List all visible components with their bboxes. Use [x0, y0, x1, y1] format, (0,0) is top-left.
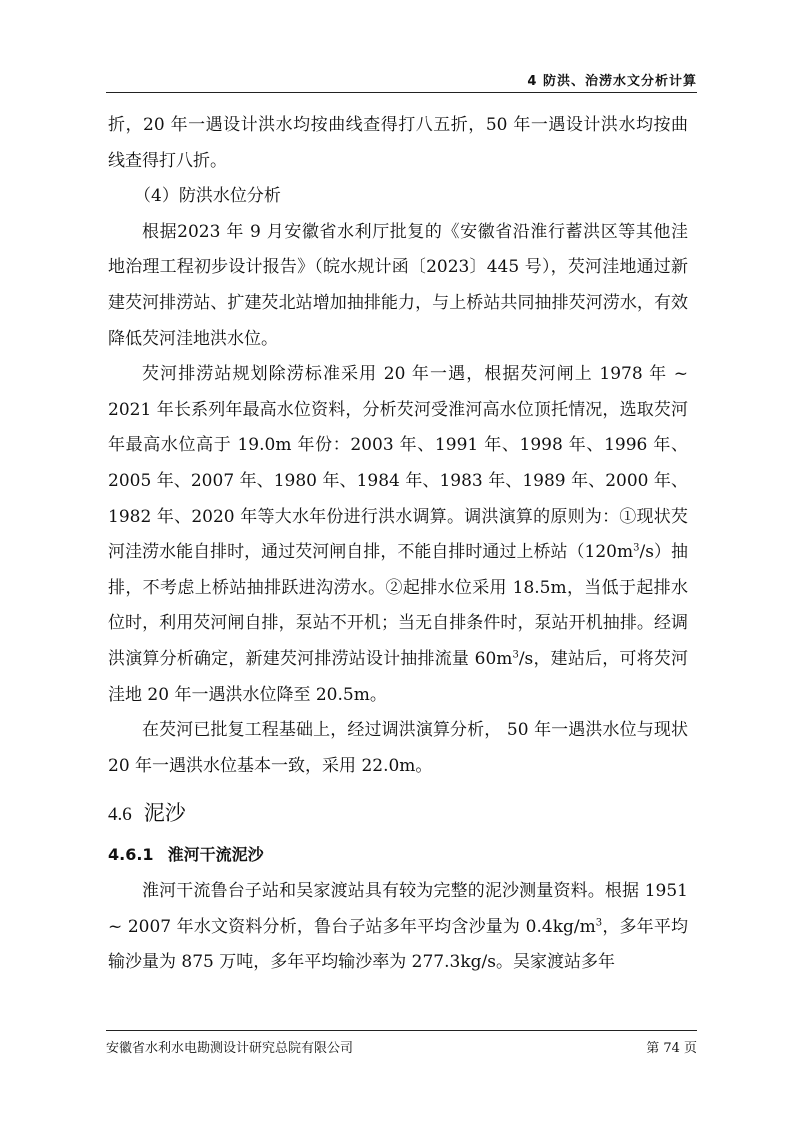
paragraph-continuation: 折，20 年一遇设计洪水均按曲线查得打八五折，50 年一遇设计洪水均按曲线查得打八折。 [108, 115, 688, 171]
header-chapter-title: 4 防洪、治涝水文分析计算 [527, 74, 697, 89]
page-header [106, 70, 697, 93]
subsection-number: 4.6.1 [108, 845, 154, 865]
paragraph-approval: 根据2023 年 9 月安徽省水利厅批复的《安徽省沿淮行蓄洪区等其他洼地治理工程初步设计报告》（皖水规计函〔2023〕445 号），芡河洼地通过新建芡河排涝站、扩建芡北站增加抽排能力，与上桥站共同抽排芡河涝水，有效降低芡河洼地洪水位。 [108, 221, 688, 349]
section-heading [108, 798, 688, 830]
subsection-title: 淮河干流泥沙 [167, 845, 264, 865]
page-footer [106, 1030, 697, 1061]
paragraph-sediment: 淮河干流鲁台子站和吴家渡站具有较为完整的泥沙测量资料。根据 1951 ~ 2007 年水文资料分析，鲁台子站多年平均含沙量为 $0.4kg/m^3$，多年平均输沙量为 875 万吨，多年平均输沙率为 277.3kg/s。吴家渡站多年 [108, 881, 689, 973]
footer-page-number: 第 74 页 [646, 1041, 697, 1056]
page-body [108, 108, 688, 981]
subheading-flood-level-analysis: （4）防洪水位分析 [134, 186, 281, 207]
paragraph-50yr-level: 在芡河已批复工程基础上，经过调洪演算分析， 50 年一遇洪水位与现状 20 年一遇洪水位基本一致，采用 22.0m。 [108, 720, 688, 776]
subsection-heading [108, 840, 688, 870]
footer-company: 安徽省水利水电勘测设计研究总院有限公司 [106, 1041, 354, 1056]
section-title: 泥沙 [143, 801, 186, 826]
section-number: 4.6 [108, 804, 132, 826]
paragraph-drainage-station: 芡河排涝站规划除涝标准采用 20 年一遇，根据芡河闸上 1978 年 ~ 2021 年长系列年最高水位资料，分析芡河受淮河高水位顶托情况，选取芡河年最高水位高于 19.0m 年份：2003 年、1991 年、1998 年、1996 年、2005 年、2007 年、1980 年、1984 年、1983 年、1989 年、2000 年、1982 年、2020 年等大水年份进行洪水调算。调洪演算的原则为：①现状芡河洼涝水能自排时，通过芡河闸自排，不能自排时通过上桥站$(120m^3/s)$抽排，不考虑上桥站抽排跃进沟涝水。②起排水位采用 18.5m，当低于起排水位时，利用芡河闸自排，泵站不开机；当无自排条件时，泵站开机抽排。经调洪演算分析确定，新建芡河排涝站设计抽排流量 $60m^3/s$，建站后，可将芡河洼地 20 年一遇洪水位降至 20.5m。 [108, 364, 689, 705]
